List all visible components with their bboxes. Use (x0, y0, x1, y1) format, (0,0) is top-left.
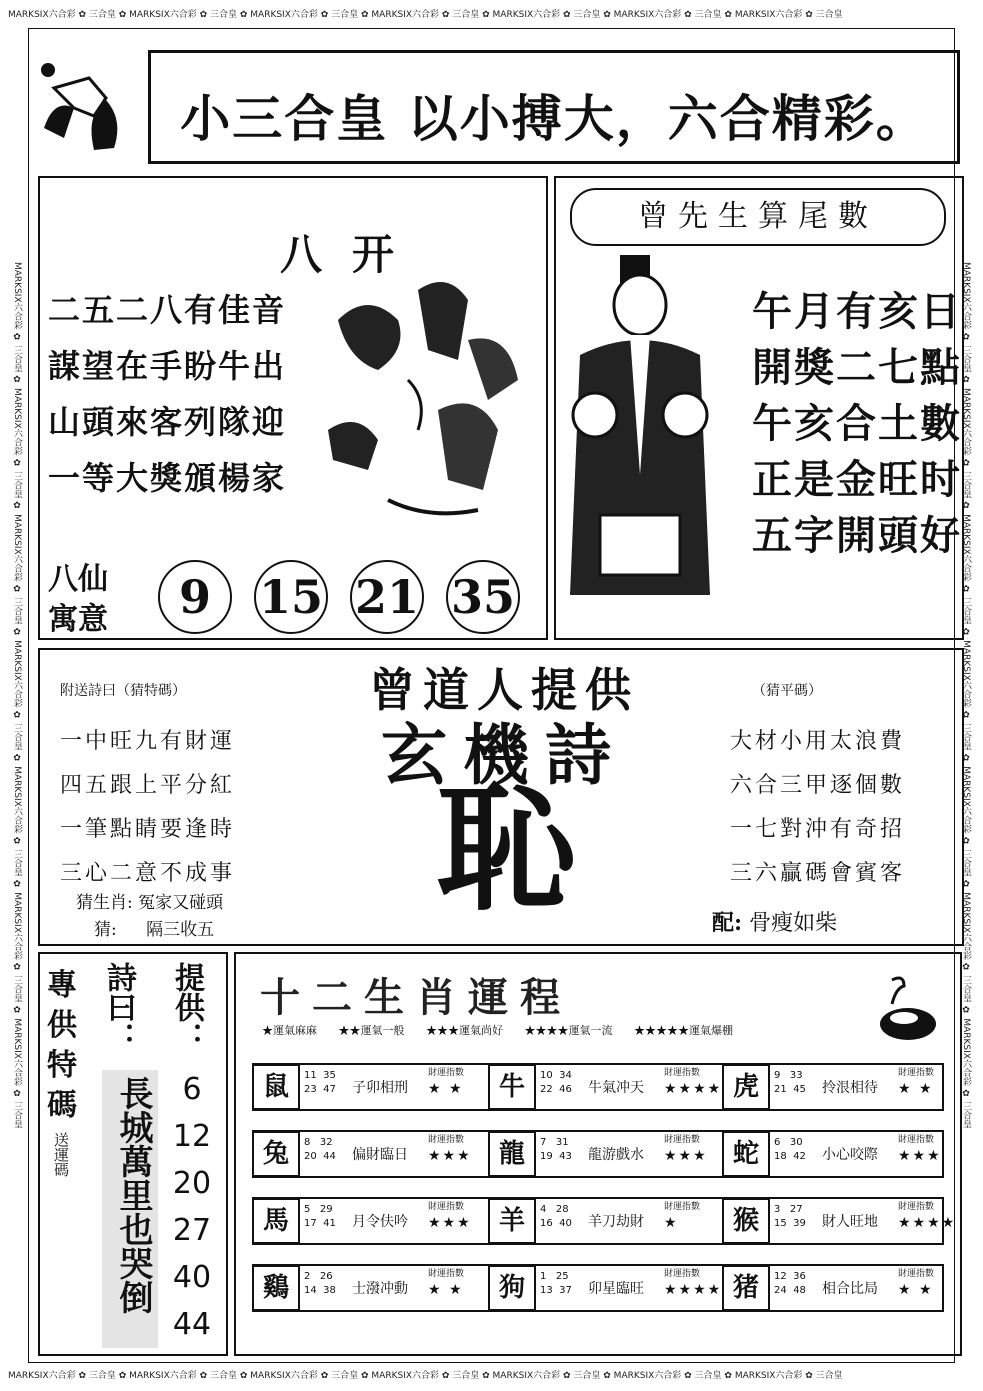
zodiac-number-line: 18 42 (774, 1151, 806, 1162)
fortune-index-label: 財運指數 (664, 1068, 701, 1078)
zodiac-number-line: 3 27 (774, 1204, 803, 1215)
zodiac-numbers (540, 1069, 572, 1097)
zodiac-phrase: 拎泿相待 (822, 1080, 878, 1096)
fortune-index-label: 財運指數 (898, 1068, 935, 1078)
fortune-stars: ★ ★ (428, 1081, 464, 1097)
fortune-stars: ★ (664, 1215, 679, 1231)
top-border-strip: MARKSIX六合彩 ✿ 三合皇 ✿ MARKSIX六合彩 ✿ 三合皇 ✿ MARKSIX六合彩 ✿ 三合皇 ✿ MARKSIX六合彩 ✿ 三合皇 ✿ MARKSIX六合彩 ✿ 三合皇 ✿ MARKSIX六合彩 ✿ 三合皇 ✿ MARKSIX六合彩 ✿ 三合皇 (8, 6, 975, 24)
zodiac-number-line: 9 33 (774, 1070, 803, 1081)
fortune-stars: ★★★★ (898, 1215, 957, 1231)
lucky-code-subtitle: 送運碼 (52, 1132, 70, 1177)
zodiac-number-line: 17 41 (304, 1218, 336, 1229)
zodiac-sign: 牛 (488, 1064, 536, 1110)
lucky-number-circle-4: 35 (446, 560, 520, 634)
left-poem-line-2: 謀望在手盼牛出 (48, 347, 287, 385)
fortune-index-label: 財運指數 (898, 1202, 935, 1212)
provided-numbers (166, 1066, 218, 1348)
zodiac-numbers (540, 1136, 572, 1164)
zodiac-number-line: 2 26 (304, 1271, 333, 1282)
zodiac-sign: 龍 (488, 1131, 536, 1177)
zodiac-number-line: 16 40 (540, 1218, 572, 1229)
headline-title: 小三合皇 以小搏大，六合精彩。 (180, 90, 928, 148)
zodiac-sign: 鼠 (252, 1064, 300, 1110)
zodiac-number-line: 5 29 (304, 1204, 333, 1215)
zodiac-number-line: 4 28 (540, 1204, 569, 1215)
fortune-stars: ★ ★ (898, 1081, 934, 1097)
zodiac-number-line: 10 34 (540, 1070, 572, 1081)
zodiac-sign: 虎 (722, 1064, 770, 1110)
fortune-index-label: 財運指數 (428, 1269, 465, 1279)
zodiac-sign: 兔 (252, 1131, 300, 1177)
zodiac-phrase: 龍游戲水 (588, 1147, 644, 1163)
zodiac-numbers (540, 1270, 572, 1298)
lucky-number-circle-1: 9 (158, 560, 232, 634)
poem-heading-column: 詩曰： (101, 962, 136, 1052)
left-mystery-line-4: 三心二意不成事 (60, 861, 236, 886)
zodiac-number-line: 14 38 (304, 1285, 336, 1296)
mystery-character: 恥 (436, 769, 575, 930)
zodiac-phrase: 財人旺地 (822, 1214, 878, 1230)
right-mystery-line-3: 一七對沖有奇招 (730, 817, 906, 842)
zodiac-number-line: 21 45 (774, 1084, 806, 1095)
guess-value: 隔三收五 (146, 920, 215, 940)
right-mystery-line-4: 三六贏碼會賓客 (730, 861, 906, 886)
right-mystery-heading: （猜平碼） (752, 683, 822, 699)
fortune-stars: ★★★ (428, 1215, 472, 1231)
fortune-index-label: 財運指數 (898, 1135, 935, 1145)
legend-item-3: ★★★運氣尚好 (426, 1024, 503, 1037)
zodiac-numbers (774, 1136, 806, 1164)
zodiac-sign: 馬 (252, 1198, 300, 1244)
right-poem-line-1: 午月有亥日 (752, 288, 962, 335)
right-border-strip: MARKSIX六合彩 ✿ 三合皇 ✿ MARKSIX六合彩 ✿ 三合皇 ✿ MARKSIX六合彩 ✿ 三合皇 ✿ MARKSIX六合彩 ✿ 三合皇 ✿ MARKSIX六合彩 ✿ 三合皇 ✿ MARKSIX六合彩 ✿ 三合皇 ✿ MARKSIX六合彩 ✿ 三合皇 (957, 26, 975, 1365)
zodiac-sign: 猪 (722, 1265, 770, 1311)
special-code-column (42, 966, 82, 1126)
left-poem-lines (48, 285, 308, 509)
legend-item-2: ★★運氣一般 (338, 1024, 405, 1037)
zodiac-numbers (304, 1136, 336, 1164)
legend-item-5: ★★★★★運氣爆棚 (634, 1024, 733, 1037)
zodiac-phrase: 羊刀劫財 (588, 1214, 644, 1230)
provided-number-5: 40 (172, 1260, 212, 1295)
zodiac-number-line: 13 37 (540, 1285, 572, 1296)
zodiac-phrase: 偏財臨日 (352, 1147, 408, 1163)
left-mystery-line-1: 一中旺九有財運 (60, 729, 236, 754)
fortune-stars: ★★★ (428, 1148, 472, 1164)
special-char-3: 特 (47, 1048, 77, 1083)
zodiac-number-line: 1 25 (540, 1271, 569, 1282)
zodiac-number-line: 6 30 (774, 1137, 803, 1148)
provided-number-3: 20 (172, 1166, 212, 1201)
right-poem-line-5: 五字開頭好 (752, 512, 962, 559)
legend-item-1: ★運氣麻麻 (262, 1024, 317, 1037)
left-poem-line-1: 二五二八有佳音 (48, 291, 287, 329)
zodiac-number-line: 19 43 (540, 1151, 572, 1162)
zodiac-phrase: 牛氣冲天 (588, 1080, 644, 1096)
special-char-4: 碼 (47, 1088, 77, 1123)
zodiac-sign: 蛇 (722, 1131, 770, 1177)
zodiac-sign: 鷄 (252, 1265, 300, 1311)
label-line-1: 八仙 (48, 562, 108, 597)
right-mystery-lines (730, 720, 905, 896)
cartoon-mascot-icon (34, 58, 134, 158)
zodiac-numbers (540, 1203, 572, 1231)
zodiac-number-line: 12 36 (774, 1271, 806, 1282)
pair-value: 骨瘦如柴 (749, 911, 838, 936)
lucky-number-circle-3: 21 (350, 560, 424, 634)
left-mystery-lines (60, 720, 235, 896)
left-mystery-line-3: 一筆點睛要逢時 (60, 817, 236, 842)
zodiac-phrase: 士潑冲動 (352, 1281, 408, 1297)
zodiac-phrase: 卯星臨旺 (588, 1281, 644, 1297)
fortune-stars: ★ ★ (428, 1282, 464, 1298)
zodiac-sign: 羊 (488, 1198, 536, 1244)
label-line-2: 寓意 (48, 602, 108, 637)
zodiac-numbers (774, 1069, 806, 1097)
zodiac-sign: 狗 (488, 1265, 536, 1311)
zodiac-phrase: 月令伕吟 (352, 1214, 408, 1230)
pair-row (712, 906, 837, 937)
fortune-index-label: 財運指數 (664, 1269, 701, 1279)
sage-figure-illustration (560, 255, 720, 625)
tail-number-title: 曾先生算尾數 (570, 188, 946, 246)
zodiac-fortune-title: 十二生肖運程 (260, 975, 572, 1021)
guess-zodiac-row (76, 888, 223, 913)
special-char-1: 專 (47, 968, 77, 1003)
fortune-index-label: 財運指數 (428, 1135, 465, 1145)
right-mystery-line-2: 六合三甲逐個數 (730, 773, 906, 798)
zodiac-number-line: 23 47 (304, 1084, 336, 1095)
fortune-legend (262, 1022, 733, 1038)
fortune-stars: ★★★ (898, 1148, 942, 1164)
zodiac-phrase: 小心咬際 (822, 1147, 878, 1163)
provided-number-1: 6 (182, 1072, 202, 1107)
provided-number-4: 27 (172, 1213, 212, 1248)
fortune-stars: ★★★★ (664, 1081, 723, 1097)
zodiac-number-line: 7 31 (540, 1137, 569, 1148)
zodiac-number-line: 24 48 (774, 1285, 806, 1296)
provided-number-2: 12 (172, 1119, 212, 1154)
zodiac-numbers (774, 1203, 806, 1231)
fortune-index-label: 財運指數 (428, 1068, 465, 1078)
special-char-2: 供 (47, 1008, 77, 1043)
zodiac-numbers (774, 1270, 806, 1298)
fortune-index-label: 財運指數 (898, 1269, 935, 1279)
right-poem-line-4: 正是金旺时 (752, 456, 962, 503)
zodiac-number-line: 20 44 (304, 1151, 336, 1162)
guess-row (94, 915, 214, 940)
zodiac-sign: 猴 (722, 1198, 770, 1244)
left-mystery-line-2: 四五跟上平分紅 (60, 773, 236, 798)
fortune-index-label: 財運指數 (664, 1135, 701, 1145)
zodiac-phrase: 子卯相刑 (352, 1080, 408, 1096)
provider-heading: 曾道人提供 (369, 663, 639, 717)
fortune-stars: ★★★ (664, 1148, 708, 1164)
left-border-strip: MARKSIX六合彩 ✿ 三合皇 ✿ MARKSIX六合彩 ✿ 三合皇 ✿ MARKSIX六合彩 ✿ 三合皇 ✿ MARKSIX六合彩 ✿ 三合皇 ✿ MARKSIX六合彩 ✿ 三合皇 ✿ MARKSIX六合彩 ✿ 三合皇 ✿ MARKSIX六合彩 ✿ 三合皇 (8, 26, 26, 1365)
zodiac-number-line: 22 46 (540, 1084, 572, 1095)
right-poem-line-3: 午亥合土數 (752, 400, 962, 447)
zodiac-numbers (304, 1203, 336, 1231)
fortune-stars: ★★★★ (664, 1282, 723, 1298)
left-poem-line-3: 山頭來客列隊迎 (48, 403, 287, 441)
right-poem-lines (712, 280, 962, 560)
fortune-index-label: 財運指數 (428, 1202, 465, 1212)
right-poem-line-2: 開獎二七點 (752, 344, 962, 391)
left-panel-heading: 八开 (280, 230, 425, 279)
lucky-number-circle-2: 15 (254, 560, 328, 634)
legend-item-4: ★★★★運氣一流 (524, 1024, 613, 1037)
poem-body-column: 長城萬里也哭倒 (113, 1076, 153, 1314)
zodiac-number-line: 11 35 (304, 1070, 336, 1081)
mystic-poem-title: 玄機詩 (381, 717, 627, 794)
zodiac-numbers (304, 1270, 336, 1298)
left-poem-line-4: 一等大獎頒楊家 (48, 459, 287, 497)
zodiac-numbers (304, 1069, 336, 1097)
eight-immortals-illustration (308, 260, 540, 550)
pair-label: 配: (712, 910, 743, 936)
zodiac-phrase: 相合比局 (822, 1281, 878, 1297)
fortune-stars: ★ ★ (898, 1282, 934, 1298)
guess-zodiac-label: 猜生肖: (76, 893, 133, 913)
headline-banner (148, 50, 960, 164)
guess-label: 猜: (94, 920, 117, 940)
right-mystery-line-1: 大材小用太浪費 (730, 729, 906, 754)
fortune-index-label: 財運指數 (664, 1202, 701, 1212)
zodiac-number-line: 15 39 (774, 1218, 806, 1229)
bottom-border-strip: MARKSIX六合彩 ✿ 三合皇 ✿ MARKSIX六合彩 ✿ 三合皇 ✿ MARKSIX六合彩 ✿ 三合皇 ✿ MARKSIX六合彩 ✿ 三合皇 ✿ MARKSIX六合彩 ✿ 三合皇 ✿ MARKSIX六合彩 ✿ 三合皇 ✿ MARKSIX六合彩 ✿ 三合皇 (8, 1367, 975, 1385)
guess-zodiac-value: 冤家又碰頭 (138, 893, 224, 913)
provider-column-heading: 提供： (169, 962, 204, 1052)
left-mystery-heading: 附送詩曰（猜特碼） (60, 683, 186, 699)
eight-immortals-label (48, 560, 108, 640)
zodiac-number-line: 8 32 (304, 1137, 333, 1148)
provided-number-6: 44 (172, 1307, 212, 1342)
snake-icon (874, 974, 940, 1044)
